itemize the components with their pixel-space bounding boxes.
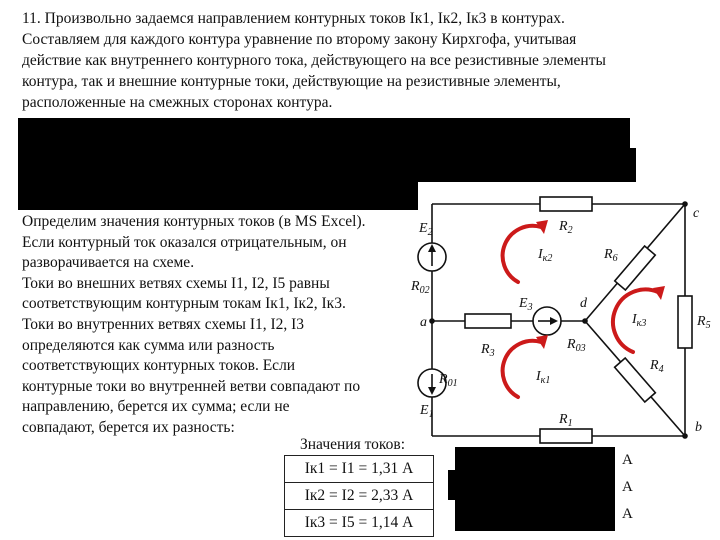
loop-current-ik2-arc [503,226,541,282]
label-r1: $R_1$ [559,412,573,429]
unit-label-3: А [622,506,633,522]
label-r4: $R_4$ [650,358,664,375]
redacted-equations-block-lower [18,180,418,210]
resistor-r6 [615,246,656,290]
body-line-6: Токи во внутренних ветвях схемы I1, I2, I3 [22,315,305,333]
unit-label-1: А [622,452,633,468]
body-line-9: контурные токи во внутренней ветви совпадают по [22,377,361,395]
label-e2: $E_2$ [419,221,433,238]
label-r2: $R_2$ [559,219,573,236]
intro-line-5: расположенные на смежных сторонах контура. [22,94,333,111]
label-r3: $R_3$ [481,342,495,359]
resistor-r2 [540,197,592,211]
label-e1: $E_1$ [420,403,434,420]
intro-line-2: Составляем для каждого контура уравнение по второму закону Кирхгофа, учитывая [22,31,577,48]
intro-line-1: 11. Произвольно задаемся направлением контурных токов Iк1, Iк2, Iк3 в контурах. [22,10,565,27]
body-line-1: Определим значения контурных токов (в MS Excel). [22,213,366,230]
label-ik1: $I_{к1}$ [536,369,551,386]
body-line-2: Если контурный ток оказался отрицательным, он [22,233,347,251]
label-ik2: $I_{к2}$ [538,247,553,264]
label-r03: $R_{03}$ [567,337,586,354]
body-line-5: соответствующим контурным токам Iк1, Iк2, Iк3. [22,295,346,313]
explanation-paragraph [22,212,422,439]
intro-line-3: действие как внутреннего контурного тока, действующего на все резистивные элементы [22,52,606,69]
label-r6: $R_6$ [604,247,618,264]
unit-label-2: А [622,479,633,495]
redacted-results-block [455,447,615,531]
label-r02: $R_{02}$ [411,279,430,296]
label-e3: $E_3$ [519,296,533,313]
label-r5: $R_5$ [697,314,711,331]
label-r01: $R_{01}$ [439,372,458,389]
label-a: a [420,315,427,330]
body-line-8: соответствующих контурных токов. Если [22,357,296,375]
intro-paragraph [22,8,712,113]
body-line-7: определяются как сумма или разность [22,336,275,354]
current-value-ik1: Iк1 = I1 = 1,31 А [284,455,434,483]
resistor-r5 [678,296,692,348]
body-line-11: совпадают, берется их разность: [22,418,235,436]
label-c: c [693,206,700,221]
redacted-equations-block [18,118,630,182]
current-value-ik2: Iк2 = I2 = 2,33 А [284,482,434,510]
label-b: b [695,420,702,435]
intro-line-4: контура, так и внешние контурные токи, действующие на резистивные элементы, [22,73,561,90]
body-line-4: Токи во внешних ветвях схемы I1, I2, I5 равны [22,274,330,292]
label-ik3: $I_{к3}$ [632,312,647,329]
resistor-r1 [540,429,592,443]
label-d: d [580,296,587,311]
redacted-results-edge [448,470,458,500]
body-line-10: направлению, берется их сумма; если не [22,398,290,416]
body-line-3: разворачивается на схеме. [22,254,195,272]
values-caption: Значения токов: [300,436,406,453]
resistor-r3 [465,314,511,328]
redacted-equations-block-edge [620,148,636,182]
circuit-diagram [408,186,720,452]
current-value-ik3: Iк3 = I5 = 1,14 А [284,509,434,537]
